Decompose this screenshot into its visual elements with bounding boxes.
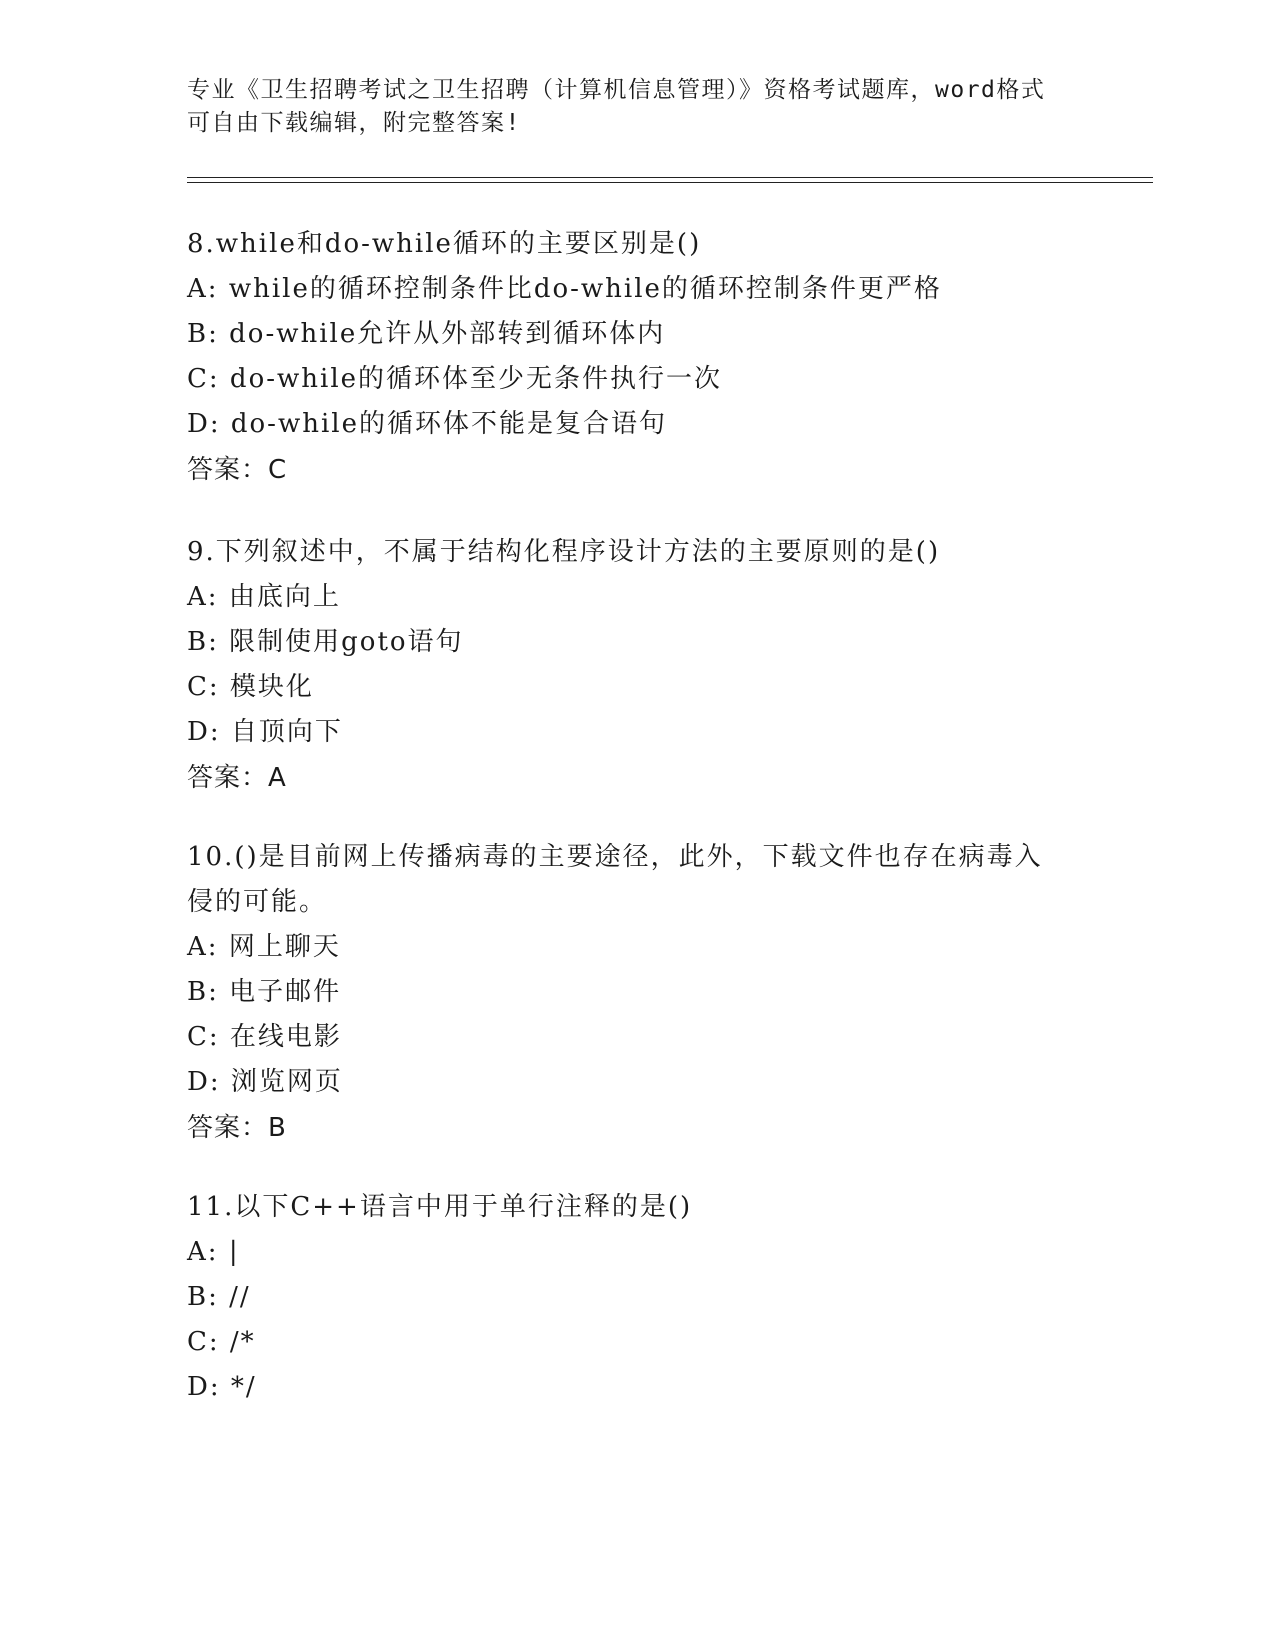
option-letter: B: [187, 1282, 219, 1312]
option-text: do-while的循环体至少无条件执行一次 [229, 364, 723, 394]
question-stem: 8.while和do-while循环的主要区别是() [187, 229, 702, 259]
option-d [187, 1060, 1087, 1105]
option-letter: D: [187, 1067, 221, 1097]
option-text: 模块化 [229, 672, 314, 702]
question-11 [187, 1185, 1087, 1410]
option-a [187, 925, 1087, 970]
option-letter: D: [187, 1372, 221, 1402]
option-a [187, 267, 1087, 312]
question-stem-continued: 侵的可能。 [187, 887, 328, 917]
option-text: // [229, 1282, 251, 1312]
question-9 [187, 530, 1087, 801]
option-c [187, 1015, 1087, 1060]
option-text: do-while允许从外部转到循环体内 [229, 319, 666, 349]
option-text: | [228, 1237, 240, 1267]
document-header [187, 74, 1087, 140]
header-divider-bottom [187, 182, 1153, 183]
option-c [187, 357, 1087, 402]
option-a [187, 575, 1087, 620]
option-text: */ [230, 1372, 257, 1402]
option-text: 限制使用goto语句 [229, 627, 464, 657]
option-c [187, 1320, 1087, 1365]
question-8 [187, 222, 1087, 493]
question-10 [187, 835, 1087, 1151]
option-letter: B: [187, 627, 219, 657]
option-letter: C: [187, 1022, 220, 1052]
option-a [187, 1230, 1087, 1275]
option-text: 由底向上 [228, 582, 341, 612]
question-stem: 11.以下C++语言中用于单行注释的是() [187, 1192, 693, 1222]
option-text: 网上聊天 [228, 932, 341, 962]
option-d [187, 402, 1087, 447]
header-line-2: 可自由下载编辑，附完整答案! [187, 110, 521, 136]
option-letter: A: [187, 274, 219, 304]
option-b [187, 1275, 1087, 1320]
option-letter: A: [187, 582, 219, 612]
option-text: 浏览网页 [230, 1067, 343, 1097]
answer-line: 答案：A [187, 763, 287, 793]
option-d [187, 710, 1087, 755]
option-letter: B: [187, 977, 219, 1007]
answer-line: 答案：C [187, 455, 288, 485]
question-stem: 10.()是目前网上传播病毒的主要途径，此外，下载文件也存在病毒入 [187, 842, 1043, 872]
option-text: do-while的循环体不能是复合语句 [230, 409, 667, 439]
option-letter: B: [187, 319, 219, 349]
header-divider-top [187, 177, 1153, 178]
option-letter: D: [187, 717, 221, 747]
option-c [187, 665, 1087, 710]
option-letter: C: [187, 1327, 220, 1357]
header-line-1: 专业《卫生招聘考试之卫生招聘（计算机信息管理）》资格考试题库，word格式 [187, 77, 1046, 103]
option-b [187, 970, 1087, 1015]
option-text: /* [229, 1327, 256, 1357]
option-b [187, 312, 1087, 357]
option-text: 电子邮件 [229, 977, 342, 1007]
option-letter: A: [187, 932, 219, 962]
option-letter: A: [187, 1237, 219, 1267]
option-text: 在线电影 [229, 1022, 342, 1052]
option-text: while的循环控制条件比do-while的循环控制条件更严格 [228, 274, 942, 304]
option-letter: C: [187, 672, 220, 702]
option-letter: C: [187, 364, 220, 394]
question-stem: 9.下列叙述中，不属于结构化程序设计方法的主要原则的是() [187, 537, 941, 567]
option-b [187, 620, 1087, 665]
option-d [187, 1365, 1087, 1410]
option-letter: D: [187, 409, 221, 439]
answer-line: 答案：B [187, 1113, 287, 1143]
option-text: 自顶向下 [230, 717, 343, 747]
